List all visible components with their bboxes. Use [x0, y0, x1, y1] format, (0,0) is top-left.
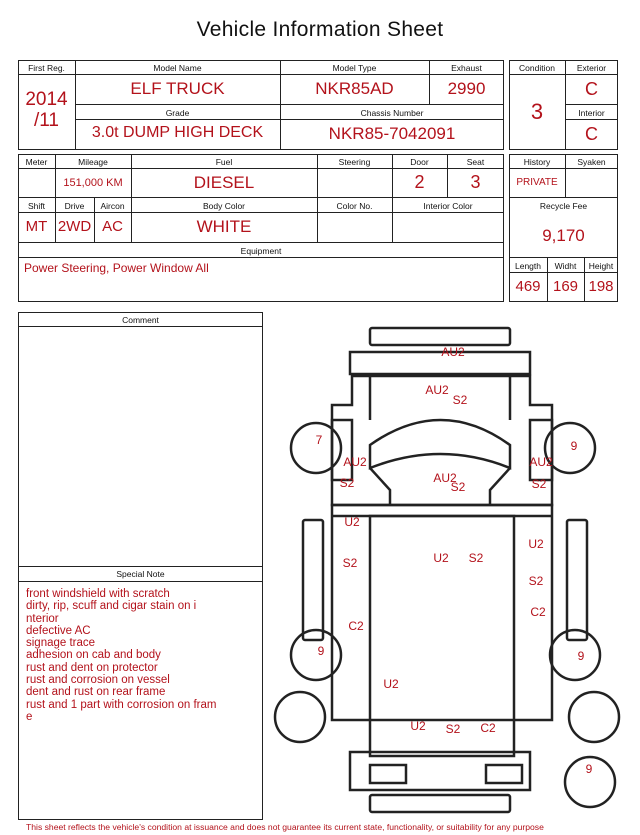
page-title: Vehicle Information Sheet — [196, 18, 444, 41]
grade-value: 3.0t DUMP HIGH DECK — [91, 124, 264, 141]
comment-label: Comment — [122, 315, 159, 325]
chassis-number-value: NKR85-7042091 — [328, 124, 456, 143]
syaken-label: Syaken — [577, 157, 606, 167]
truck-damage-diagram — [270, 318, 635, 818]
height-label: Height — [588, 261, 614, 271]
wheel-rear-left — [291, 630, 341, 680]
wheel-condition-mark: 9 — [570, 439, 578, 453]
length-value: 469 — [515, 278, 541, 295]
fuel-label: Fuel — [215, 157, 233, 167]
special-note-text: front windshield with scratch dirty, rip, scuff and cigar stain on i nterior defective AC signage trace adhesion on cab and body rust and dent on protector rust and corrosion on vessel dent and rust on rear frame rust and 1 part with corrosion on fram e — [26, 588, 217, 723]
damage-mark: U2 — [433, 551, 449, 565]
damage-mark: U2 — [344, 515, 360, 529]
wheel-condition-mark: 9 — [577, 649, 585, 663]
damage-mark: S2 — [468, 551, 484, 565]
exhaust-label: Exhaust — [451, 63, 482, 73]
length-label: Length — [515, 261, 541, 271]
interior-color-label: Interior Color — [423, 201, 473, 211]
rear-bumper — [370, 795, 510, 812]
damage-mark: AU2 — [433, 471, 457, 485]
damage-mark: S2 — [452, 393, 468, 407]
damage-mark: C2 — [530, 605, 546, 619]
grade-label: Grade — [165, 108, 190, 118]
first-reg-label: First Reg. — [28, 63, 65, 73]
front-panel — [350, 352, 530, 374]
special-note-label: Special Note — [116, 569, 165, 579]
mileage-label: Mileage — [78, 157, 108, 167]
damage-mark: U2 — [383, 677, 399, 691]
wheel-rear-right — [550, 630, 600, 680]
disclaimer-footer: This sheet reflects the vehicle's condition at issuance and does not guarantee its current state, functionality, or suitability for any purpose — [26, 822, 544, 832]
interior-value: C — [585, 124, 598, 144]
shift-label: Shift — [27, 201, 45, 211]
damage-mark: S2 — [450, 480, 466, 494]
front-bumper — [370, 328, 510, 345]
model-name-value: ELF TRUCK — [130, 79, 225, 98]
condition-label: Condition — [519, 63, 555, 73]
damage-mark: AU2 — [343, 455, 367, 469]
damage-mark: S2 — [445, 722, 461, 736]
shift-value: MT — [25, 218, 48, 235]
wheel-condition-mark: 9 — [317, 644, 325, 658]
chassis-number-label: Chassis Number — [360, 108, 424, 118]
first-reg-year: 2014 — [25, 89, 68, 110]
seat-value: 3 — [470, 172, 481, 192]
aircon-label: Aircon — [100, 201, 125, 211]
color-no-label: Color No. — [336, 201, 373, 211]
fuel-value: DIESEL — [193, 173, 255, 192]
damage-mark: U2 — [410, 719, 426, 733]
seat-label: Seat — [466, 157, 485, 167]
body-color-value: WHITE — [196, 217, 252, 236]
recycle-fee-value: 9,170 — [542, 226, 585, 245]
body-color-label: Body Color — [202, 201, 246, 211]
mileage-value: 151,000 KM — [63, 177, 123, 189]
windshield — [370, 420, 510, 468]
door-label: Door — [410, 157, 429, 167]
model-name-label: Model Name — [153, 63, 202, 73]
wheel-condition-mark: 9 — [585, 762, 593, 776]
damage-mark: S2 — [339, 476, 355, 490]
exhaust-value: 2990 — [447, 79, 486, 98]
damage-mark: S2 — [531, 477, 547, 491]
door-value: 2 — [414, 172, 425, 192]
history-label: History — [523, 157, 551, 167]
damage-mark: C2 — [480, 721, 496, 735]
height-value: 198 — [588, 278, 614, 295]
rear-frame — [350, 752, 530, 790]
drive-value: 2WD — [57, 218, 92, 235]
wheel-rear-left-outer — [275, 692, 325, 742]
interior-label: Interior — [578, 108, 605, 118]
meter-label: Meter — [25, 157, 48, 167]
first-reg-month: /11 — [33, 110, 59, 131]
vessel-outline — [332, 505, 552, 720]
exterior-value: C — [585, 79, 598, 99]
wheel-rear-right-outer — [569, 692, 619, 742]
equipment-label: Equipment — [240, 246, 282, 256]
drive-label: Drive — [64, 201, 85, 211]
equipment-value: Power Steering, Power Window All — [24, 261, 209, 275]
steering-label: Steering — [338, 157, 371, 167]
damage-mark: S2 — [528, 574, 544, 588]
damage-mark: AU2 — [441, 345, 465, 359]
model-type-label: Model Type — [332, 63, 377, 73]
width-value: 169 — [552, 278, 579, 295]
condition-value: 3 — [530, 99, 544, 124]
damage-mark: C2 — [348, 619, 364, 633]
wheel-front-left — [291, 423, 341, 473]
wheel-condition-mark: 7 — [315, 433, 323, 447]
damage-mark: AU2 — [425, 383, 449, 397]
damage-mark: U2 — [528, 537, 544, 551]
history-value: PRIVATE — [516, 177, 558, 188]
model-type-value: NKR85AD — [315, 79, 394, 98]
exterior-label: Exterior — [576, 63, 607, 73]
recycle-fee-label: Recycle Fee — [539, 201, 588, 211]
width-label: Widht — [554, 261, 577, 271]
damage-mark: AU2 — [529, 455, 553, 469]
damage-mark: S2 — [342, 556, 358, 570]
aircon-value: AC — [102, 218, 123, 235]
